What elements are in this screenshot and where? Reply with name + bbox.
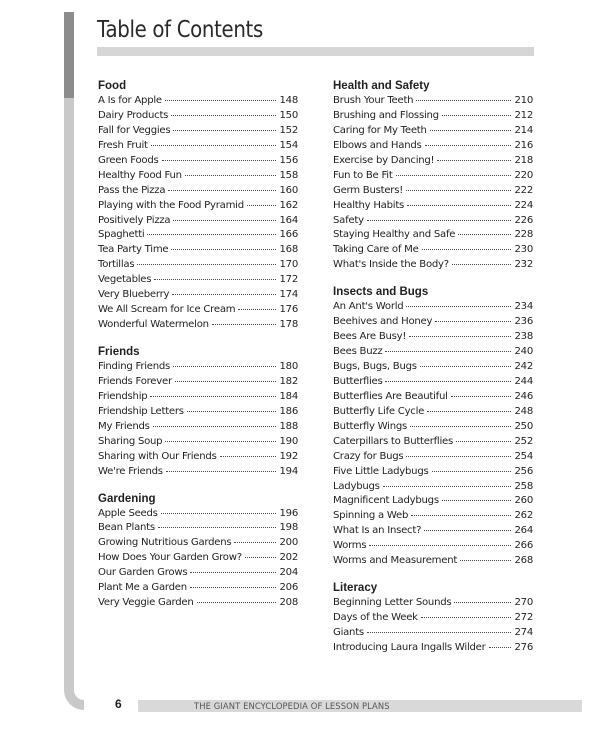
toc-column-right (333, 78, 533, 667)
entry-page-number: 242 (514, 361, 533, 372)
toc-entry[interactable] (98, 521, 298, 536)
dot-leader (212, 324, 277, 325)
entry-page-number: 168 (279, 244, 298, 256)
toc-section (333, 580, 533, 656)
entry-title: Exercise by Dancing! (333, 154, 435, 166)
dot-leader (161, 513, 277, 514)
page-border-accent (64, 12, 74, 98)
toc-entry[interactable] (98, 288, 298, 303)
dot-leader (171, 249, 276, 250)
dot-leader (185, 175, 277, 176)
toc-entry[interactable] (333, 390, 533, 405)
entry-title: Vegetables (98, 274, 152, 286)
toc-entry[interactable] (333, 480, 533, 495)
toc-entry[interactable] (333, 243, 533, 258)
entry-title: Introducing Laura Ingalls Wilder (333, 641, 486, 653)
toc-entry[interactable] (98, 465, 298, 480)
entry-page-number: 148 (279, 95, 298, 106)
toc-entry[interactable] (333, 300, 533, 315)
entry-title: Giants (333, 627, 364, 638)
entry-title: Magnificent Ladybugs (333, 495, 439, 507)
dot-leader (190, 587, 277, 588)
entry-page-number: 256 (514, 465, 533, 477)
entry-page-number: 254 (514, 450, 533, 462)
entry-title: Playing with the Food Pyramid (98, 199, 244, 211)
entry-page-number: 262 (514, 510, 533, 522)
entry-page-number: 210 (514, 95, 533, 106)
toc-entry[interactable] (98, 450, 298, 465)
entry-title: Worms (333, 540, 367, 552)
entry-page-number: 178 (279, 319, 298, 331)
dot-leader (165, 100, 277, 101)
toc-entry[interactable] (333, 345, 533, 360)
entry-title: Bean Plants (98, 522, 155, 534)
dot-leader (427, 411, 511, 412)
entry-title: My Friends (98, 420, 150, 432)
dot-leader (367, 632, 512, 633)
entry-title: Friends Forever (98, 375, 172, 387)
dot-leader (416, 100, 511, 101)
toc-entry[interactable] (98, 154, 298, 169)
entry-page-number: 232 (514, 259, 533, 271)
section-heading: Gardening (98, 492, 156, 505)
toc-entry[interactable] (333, 360, 533, 375)
toc-entry[interactable] (98, 243, 298, 258)
toc-entry[interactable] (98, 405, 298, 420)
dot-leader (190, 572, 276, 573)
toc-entry[interactable] (333, 524, 533, 539)
dot-leader (162, 160, 277, 161)
entry-page-number: 184 (279, 390, 298, 402)
entry-title: Friendship Letters (98, 405, 184, 417)
dot-leader (451, 396, 512, 397)
entry-page-number: 238 (514, 331, 533, 343)
entry-title: An Ant's World (333, 301, 404, 313)
toc-entry[interactable] (98, 360, 298, 375)
toc-entry[interactable] (98, 318, 298, 333)
dot-leader (442, 115, 512, 116)
entry-page-number: 222 (514, 184, 533, 196)
toc-entry[interactable] (333, 169, 533, 184)
entry-page-number: 252 (514, 435, 533, 447)
entry-page-number: 226 (514, 214, 533, 226)
entry-title: Tea Party Time (98, 244, 169, 256)
dot-leader (407, 205, 511, 206)
dot-leader (153, 426, 277, 427)
toc-entry[interactable] (98, 94, 298, 109)
entry-title: Ladybugs (333, 480, 380, 492)
dot-leader (396, 175, 512, 176)
toc-entry[interactable] (333, 154, 533, 169)
entry-page-number: 188 (279, 420, 298, 432)
dot-leader (367, 220, 512, 221)
entry-page-number: 192 (279, 450, 298, 462)
dot-leader (165, 441, 276, 442)
toc-entry[interactable] (333, 228, 533, 243)
entry-page-number: 230 (514, 244, 533, 256)
entry-page-number: 202 (279, 552, 298, 564)
entry-title: Staying Healthy and Safe (333, 229, 456, 241)
entry-page-number: 158 (279, 169, 298, 181)
dot-leader (410, 426, 511, 427)
entry-page-number: 162 (279, 199, 298, 211)
toc-entry[interactable] (98, 375, 298, 390)
toc-entry[interactable] (333, 184, 533, 199)
entry-page-number: 206 (279, 582, 298, 594)
entry-page-number: 250 (514, 420, 533, 432)
dot-leader (406, 306, 511, 307)
entry-page-number: 196 (279, 507, 298, 519)
toc-entry[interactable] (98, 303, 298, 318)
entry-page-number: 214 (514, 124, 533, 136)
dot-leader (435, 321, 511, 322)
toc-entry[interactable] (98, 273, 298, 288)
entry-page-number: 268 (514, 555, 533, 567)
toc-entry[interactable] (333, 596, 533, 611)
footer-page-number: 6 (115, 697, 122, 711)
entry-title: Growing Nutritious Gardens (98, 537, 232, 549)
entry-title: What Is an Insect? (333, 525, 422, 537)
entry-title: Pass the Pizza (98, 184, 166, 196)
entry-page-number: 220 (514, 169, 533, 181)
toc-entry[interactable] (98, 109, 298, 124)
toc-entry[interactable] (98, 566, 298, 581)
dot-leader (234, 542, 276, 543)
entry-page-number: 152 (279, 124, 298, 136)
dot-leader (154, 279, 276, 280)
dot-leader (173, 130, 276, 131)
entry-title: Sharing with Our Friends (98, 450, 217, 462)
toc-entry[interactable] (333, 199, 533, 214)
entry-title: Wonderful Watermelon (98, 319, 209, 331)
toc-entry[interactable] (333, 539, 533, 554)
entry-title: Crazy for Bugs (333, 450, 404, 462)
toc-section (333, 284, 533, 569)
entry-page-number: 272 (514, 612, 533, 624)
entry-title: Green Foods (98, 154, 159, 166)
toc-entry[interactable] (98, 258, 298, 273)
entry-title: Our Garden Grows (98, 567, 188, 579)
section-heading: Friends (98, 346, 140, 358)
dot-leader (460, 560, 511, 561)
entry-title: Plant Me a Garden (98, 582, 187, 594)
toc-entry[interactable] (333, 375, 533, 390)
entry-title: Butterflies Are Beautiful (333, 390, 448, 402)
dot-leader (172, 294, 276, 295)
dot-leader (456, 441, 511, 442)
toc-entry[interactable] (98, 124, 298, 139)
entry-page-number: 258 (514, 480, 533, 492)
entry-page-number: 164 (279, 214, 298, 226)
dot-leader (458, 234, 511, 235)
entry-page-number: 200 (279, 537, 298, 549)
dot-leader (150, 396, 276, 397)
toc-entry[interactable] (333, 139, 533, 154)
entry-title: Butterfly Life Cycle (333, 405, 425, 417)
entry-page-number: 154 (279, 139, 298, 151)
entry-title: Bees Buzz (333, 346, 383, 358)
dot-leader (197, 602, 277, 603)
dot-leader (151, 145, 277, 146)
dot-leader (421, 617, 512, 618)
dot-leader (137, 264, 276, 265)
entry-page-number: 246 (514, 390, 533, 402)
dot-leader (425, 145, 512, 146)
entry-title: Very Veggie Garden (98, 597, 194, 609)
dot-leader (171, 115, 276, 116)
entry-page-number: 160 (279, 184, 298, 196)
toc-entry[interactable] (333, 554, 533, 569)
footer-book-title: THE GIANT ENCYCLOPEDIA OF LESSON PLANS (194, 701, 390, 711)
toc-section (333, 78, 533, 273)
dot-leader (173, 220, 276, 221)
section-heading: Health and Safety (333, 80, 430, 92)
toc-entry[interactable] (98, 536, 298, 551)
toc-entry[interactable] (333, 435, 533, 450)
toc-entry[interactable] (333, 450, 533, 465)
entry-title: Bees Are Busy! (333, 331, 407, 343)
page-border (64, 12, 84, 710)
entry-title: Worms and Measurement (333, 555, 458, 567)
dot-leader (432, 471, 512, 472)
entry-page-number: 216 (514, 139, 533, 151)
entry-page-number: 176 (279, 304, 298, 316)
entry-title: Positively Pizza (98, 214, 171, 226)
entry-title: Fresh Fruit (98, 139, 148, 151)
toc-entry[interactable] (333, 494, 533, 509)
entry-page-number: 166 (279, 229, 298, 241)
entry-page-number: 156 (279, 154, 298, 166)
dot-leader (454, 602, 511, 603)
entry-title: Very Blueberry (98, 289, 170, 301)
dot-leader (147, 234, 276, 235)
toc-section (98, 78, 298, 333)
dot-leader (422, 249, 512, 250)
entry-title: Friendship (98, 390, 148, 402)
entry-page-number: 208 (279, 597, 298, 609)
toc-entry[interactable] (98, 596, 298, 611)
toc-entry[interactable] (333, 641, 533, 656)
entry-title: How Does Your Garden Grow? (98, 552, 242, 564)
toc-entry[interactable] (98, 581, 298, 596)
dot-leader (409, 336, 511, 337)
dot-leader (411, 515, 511, 516)
toc-entry[interactable] (333, 626, 533, 641)
dot-leader (247, 205, 277, 206)
entry-title: Elbows and Hands (333, 139, 422, 151)
dot-leader (245, 557, 277, 558)
toc-entry[interactable] (98, 184, 298, 199)
entry-page-number: 212 (514, 109, 533, 121)
dot-leader (238, 309, 276, 310)
entry-title: Days of the Week (333, 612, 418, 624)
toc-entry[interactable] (333, 214, 533, 229)
entry-title: Spinning a Web (333, 510, 409, 522)
dot-leader (173, 366, 276, 367)
entry-title: What's Inside the Body? (333, 259, 449, 271)
toc-section (98, 344, 298, 480)
dot-leader (369, 545, 511, 546)
entry-title: Fun to Be Fit (333, 169, 393, 181)
entry-page-number: 190 (279, 435, 298, 447)
toc-entry[interactable] (98, 507, 298, 522)
entry-title: We All Scream for Ice Cream (98, 304, 236, 316)
entry-title: Germ Busters! (333, 184, 403, 196)
entry-title: We're Friends (98, 465, 163, 477)
entry-title: Tortillas (98, 259, 135, 271)
dot-leader (168, 190, 276, 191)
entry-page-number: 174 (279, 289, 298, 301)
toc-entry[interactable] (333, 109, 533, 124)
dot-leader (175, 381, 277, 382)
toc-entry[interactable] (98, 420, 298, 435)
toc-section (98, 491, 298, 612)
dot-leader (220, 456, 277, 457)
entry-title: Bugs, Bugs, Bugs (333, 361, 417, 372)
dot-leader (452, 264, 512, 265)
toc-entry[interactable] (98, 551, 298, 566)
entry-title: Healthy Habits (333, 199, 405, 211)
entry-page-number: 270 (514, 597, 533, 609)
entry-page-number: 228 (514, 229, 533, 241)
dot-leader (424, 530, 511, 531)
entry-title: A Is for Apple (98, 95, 162, 106)
title-rule (97, 47, 534, 56)
toc-entry[interactable] (98, 199, 298, 214)
dot-leader (406, 456, 511, 457)
toc-entry[interactable] (333, 330, 533, 345)
toc-entry[interactable] (333, 509, 533, 524)
toc-column-left (98, 78, 298, 622)
dot-leader (385, 381, 511, 382)
toc-entry[interactable] (98, 169, 298, 184)
entry-page-number: 264 (514, 525, 533, 537)
entry-title: Dairy Products (98, 109, 169, 121)
entry-page-number: 170 (279, 259, 298, 271)
dot-leader (442, 500, 512, 501)
entry-page-number: 180 (279, 361, 298, 372)
section-heading: Food (98, 80, 127, 92)
entry-page-number: 186 (279, 405, 298, 417)
entry-title: Taking Care of Me (333, 244, 419, 256)
toc-entry[interactable] (98, 228, 298, 243)
entry-page-number: 236 (514, 316, 533, 328)
entry-title: Spaghetti (98, 229, 145, 241)
entry-page-number: 266 (514, 540, 533, 552)
dot-leader (430, 130, 512, 131)
dot-leader (385, 351, 511, 352)
entry-title: Caterpillars to Butterflies (333, 435, 453, 447)
entry-page-number: 182 (279, 375, 298, 387)
entry-page-number: 218 (514, 154, 533, 166)
entry-title: Fall for Veggies (98, 124, 171, 136)
entry-page-number: 276 (514, 641, 533, 653)
toc-entry[interactable] (98, 435, 298, 450)
entry-page-number: 172 (279, 274, 298, 286)
section-heading: Literacy (333, 582, 378, 595)
entry-title: Five Little Ladybugs (333, 465, 429, 477)
toc-entry[interactable] (333, 611, 533, 626)
toc-entry[interactable] (333, 315, 533, 330)
toc-entry[interactable] (98, 390, 298, 405)
section-heading: Insects and Bugs (333, 286, 429, 299)
entry-title: Safety (333, 214, 364, 226)
toc-entry[interactable] (98, 139, 298, 154)
dot-leader (406, 190, 511, 191)
dot-leader (187, 411, 277, 412)
entry-title: Beehives and Honey (333, 316, 433, 328)
entry-page-number: 204 (279, 567, 298, 579)
entry-page-number: 198 (279, 522, 298, 534)
toc-entry[interactable] (333, 94, 533, 109)
toc-entry[interactable] (333, 405, 533, 420)
toc-entry[interactable] (333, 124, 533, 139)
entry-page-number: 260 (514, 495, 533, 507)
entry-title: Butterflies (333, 375, 383, 387)
entry-page-number: 240 (514, 346, 533, 358)
dot-leader (158, 527, 277, 528)
dot-leader (420, 366, 512, 367)
entry-title: Healthy Food Fun (98, 169, 182, 181)
toc-entry[interactable] (333, 420, 533, 435)
entry-title: Beginning Letter Sounds (333, 597, 452, 609)
entry-page-number: 150 (279, 109, 298, 121)
entry-title: Brush Your Teeth (333, 95, 414, 106)
toc-entry[interactable] (333, 258, 533, 273)
dot-leader (166, 471, 277, 472)
entry-page-number: 248 (514, 405, 533, 417)
toc-entry[interactable] (333, 465, 533, 480)
entry-title: Butterfly Wings (333, 420, 408, 432)
entry-page-number: 234 (514, 301, 533, 313)
dot-leader (383, 486, 512, 487)
toc-entry[interactable] (98, 214, 298, 229)
page-title: Table of Contents (97, 17, 263, 43)
entry-title: Brushing and Flossing (333, 109, 439, 121)
entry-title: Apple Seeds (98, 507, 158, 519)
dot-leader (489, 647, 512, 648)
entry-title: Finding Friends (98, 361, 171, 372)
entry-page-number: 194 (279, 465, 298, 477)
entry-page-number: 244 (514, 375, 533, 387)
entry-title: Sharing Soup (98, 435, 163, 447)
entry-page-number: 274 (514, 627, 533, 638)
dot-leader (437, 160, 511, 161)
entry-title: Caring for My Teeth (333, 124, 427, 136)
entry-page-number: 224 (514, 199, 533, 211)
